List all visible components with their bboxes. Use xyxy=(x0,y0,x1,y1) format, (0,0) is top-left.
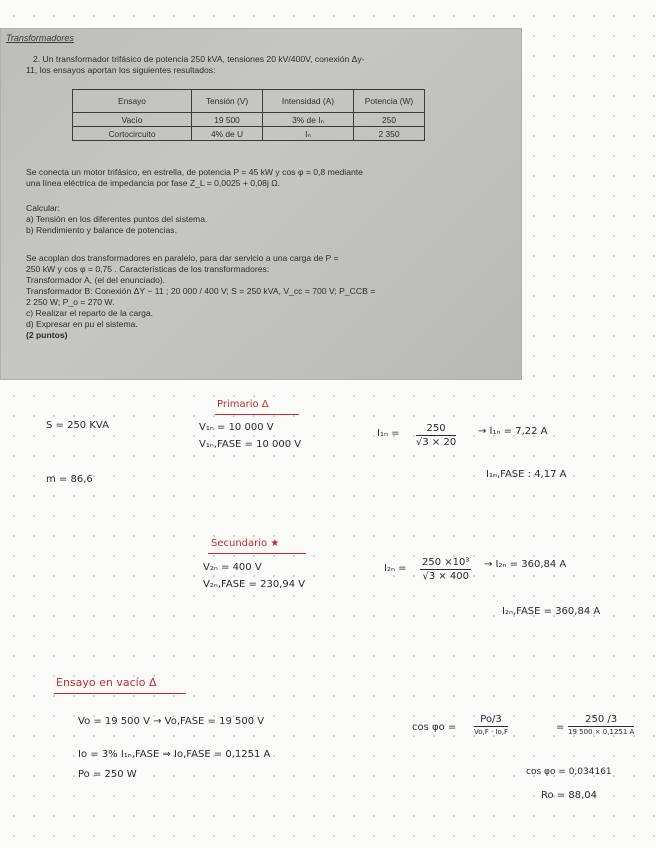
primario-i1n-fraction xyxy=(416,423,456,448)
table-header-cell: Tensión (V) xyxy=(192,90,263,113)
parallel-line-2: 250 kW y cos φ = 0,75 . Características de los transformadores: xyxy=(26,264,270,274)
table-header-row xyxy=(73,90,425,113)
table-cell: 2 350 xyxy=(354,127,425,141)
s-value: S = 250 KVA xyxy=(46,420,109,431)
section-title: Transformadores xyxy=(6,33,74,43)
table-cell: 3% de Iₙ xyxy=(263,113,354,127)
table-cell: Vacío xyxy=(73,113,192,127)
vacio-cos-numerator: Po/3 xyxy=(474,714,508,727)
secundario-i2n-fraction xyxy=(420,557,471,582)
parallel-line-5: 2 250 W; P_o = 270 W. xyxy=(26,297,115,307)
secundario-i2n-result: → I₂ₙ = 360,84 A xyxy=(484,559,567,570)
secundario-i2n-numerator: 250 ×10³ xyxy=(422,557,470,568)
primario-i1n-numerator: 250 xyxy=(416,423,456,436)
primario-v1n-fase: V₁ₙ,FASE = 10 000 V xyxy=(199,439,302,450)
vacio-ro-result: Ro = 88,04 xyxy=(541,790,597,801)
primario-i1n-fase: I₁ₙ,FASE : 4,17 A xyxy=(486,469,567,480)
primario-i1n-denominator: √3 × 20 xyxy=(416,437,457,448)
vacio-cos-denominator-values: 19 500 × 0,1251 A xyxy=(568,728,635,736)
vacio-cos-fraction xyxy=(474,714,508,736)
secundario-underline xyxy=(208,553,306,554)
motor-line-1: Se conecta un motor trifásico, en estrella, de potencia P = 45 kW y cos φ = 0,8 mediante xyxy=(26,167,363,177)
problem-intro-line-2: 11, los ensayos aportan los siguientes resultados: xyxy=(26,65,216,75)
table-cell: Iₙ xyxy=(263,127,354,141)
secundario-v2n-fase: V₂ₙ,FASE = 230,94 V xyxy=(203,579,306,590)
problem-intro-line-1: 2. Un transformador trifásico de potencia 250 kVA, tensiones 20 kV/400V, conexión Δy- xyxy=(33,54,365,64)
primario-i1n-result: → I₁ₙ = 7,22 A xyxy=(478,426,548,437)
parallel-line-1: Se acoplan dos transformadores en paralelo, para dar servicio a una carga de P = xyxy=(26,253,339,263)
vacio-io: Io = 3% I₁ₙ,FASE ⇒ Io,FASE = 0,1251 A xyxy=(78,749,271,760)
calcular-item-a: a) Tensión en los diferentes puntos del sistema. xyxy=(26,214,208,224)
table-header-cell: Potencia (W) xyxy=(354,90,425,113)
vacio-title: Ensayo en vacío Δ xyxy=(56,676,157,689)
primario-i1n-label: I₁ₙ = xyxy=(377,428,400,439)
vacio-cos-equals: = xyxy=(556,722,565,733)
primario-v1n: V₁ₙ = 10 000 V xyxy=(199,422,274,433)
table-cell: 19 500 xyxy=(192,113,263,127)
table-cell: 4% de U xyxy=(192,127,263,141)
parallel-line-3: Transformador A, (el del enunciado). xyxy=(26,275,166,285)
vacio-cos-denominator: Vo,F · Io,F xyxy=(474,728,509,736)
secundario-v2n: V₂ₙ = 400 V xyxy=(203,562,262,573)
vacio-cos-result: cos φo = 0,034161 xyxy=(526,767,612,777)
vacio-cos-label: cos φo = xyxy=(412,722,457,733)
secundario-title: Secundario ★ xyxy=(211,538,280,549)
points-label: (2 puntos) xyxy=(26,330,68,340)
secundario-i2n-label: I₂ₙ = xyxy=(384,563,407,574)
results-table xyxy=(72,89,425,141)
secundario-i2n-denominator: √3 × 400 xyxy=(422,571,469,582)
motor-line-2: una línea eléctrica de impedancia por fase Z_L = 0,0025 + 0,08j Ω. xyxy=(26,178,281,188)
primario-underline xyxy=(215,414,299,415)
calcular-heading: Calcular: xyxy=(26,203,60,213)
parallel-item-d: d) Expresar en pu el sistema. xyxy=(26,319,138,329)
parallel-item-c: c) Realizar el reparto de la carga. xyxy=(26,308,154,318)
table-header-cell: Intensidad (A) xyxy=(263,90,354,113)
vacio-po: Po = 250 W xyxy=(78,769,137,780)
m-value: m = 86,6 xyxy=(46,474,93,485)
vacio-cos-fraction-values xyxy=(568,714,634,736)
vacio-vo: Vo = 19 500 V → Vo,FASE = 19 500 V xyxy=(78,716,265,727)
table-cell: 250 xyxy=(354,113,425,127)
table-row xyxy=(73,127,425,141)
table-cell: Cortocircuito xyxy=(73,127,192,141)
table-row xyxy=(73,113,425,127)
primario-title: Primario Δ xyxy=(217,399,269,410)
vacio-cos-numerator-values: 250 /3 xyxy=(568,714,634,727)
vacio-underline xyxy=(54,693,186,694)
parallel-line-4: Transformador B: Conexión ΔY − 11 ; 20 000 / 400 V; S = 250 kVA, V_cc = 700 V; P_CCB = xyxy=(26,286,376,296)
secundario-i2n-fase: I₂ₙ,FASE = 360,84 A xyxy=(502,606,601,617)
table-header-cell: Ensayo xyxy=(73,90,192,113)
calcular-item-b: b) Rendimiento y balance de potencias. xyxy=(26,225,177,235)
